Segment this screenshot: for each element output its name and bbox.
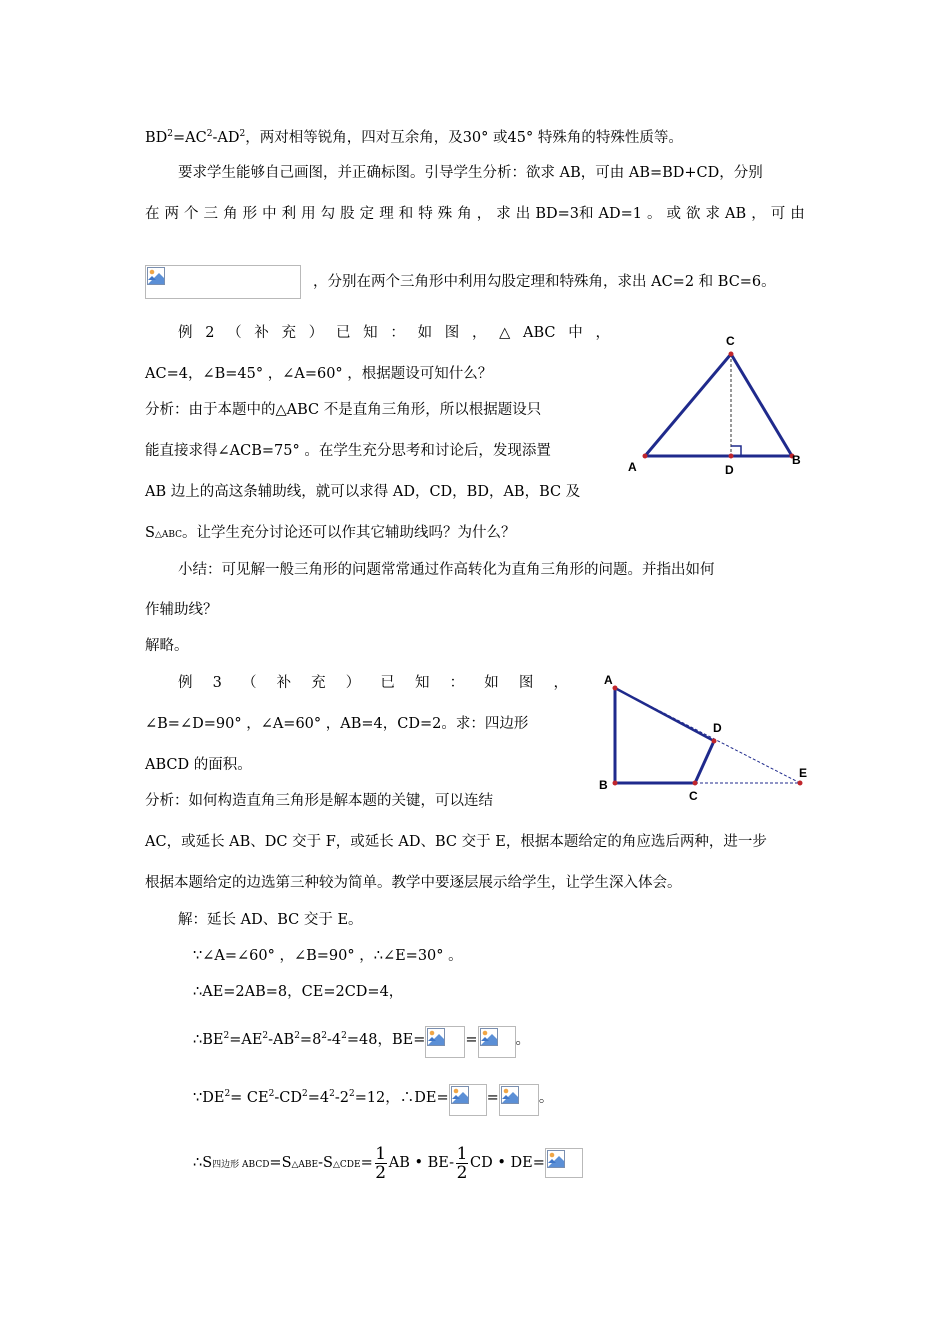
text-token: ） <box>345 675 361 691</box>
label-b: B <box>792 453 801 467</box>
text-run: -S <box>318 1155 333 1171</box>
extension-ae <box>615 688 800 783</box>
superscript: 2 <box>321 1031 328 1042</box>
text-token: 出 <box>515 206 531 222</box>
broken-image-placeholder <box>499 1084 539 1116</box>
text-run: S <box>145 525 155 541</box>
text-token: 求 <box>496 206 511 222</box>
text-line: 要求学生能够自己画图，并正确标图。引导学生分析：欲求 AB，可由 AB=BD+CD，分别 <box>178 165 763 181</box>
text-token: AB <box>725 206 747 222</box>
text-run: =48，BE= <box>346 1032 426 1048</box>
text-line: 根据本题给定的边选第三种较为简单。教学中要逐层展示给学生，让学生深入体会。 <box>145 875 682 891</box>
point-c <box>729 352 734 357</box>
label-b: B <box>599 778 608 792</box>
point-a <box>613 686 618 691</box>
superscript: 2 <box>206 129 213 140</box>
label-c: C <box>689 789 698 803</box>
quadrilateral-abcd-figure <box>595 670 815 805</box>
text-line: AB 边上的高这条辅助线，就可以求得 AD，CD，BD，AB，BC 及 <box>145 484 581 500</box>
point-d <box>712 739 717 744</box>
text-token: 中 <box>262 206 277 222</box>
text-run: ，分别在两个三角形中利用勾股定理和特殊角，求出 AC=2 和 BC=6。 <box>313 274 776 290</box>
text-token: 两 <box>164 206 180 222</box>
label-e: E <box>799 766 808 780</box>
superscript: 2 <box>167 129 174 140</box>
text-token: ， <box>553 675 568 691</box>
point-d <box>729 454 734 459</box>
text-line: ∴AE=2AB=8，CE=2CD=4， <box>193 984 404 1000</box>
superscript: 2 <box>301 1089 308 1100</box>
text-run: ∴BE <box>193 1032 224 1048</box>
text-line: 解略。 <box>145 638 189 654</box>
denominator: 2 <box>456 1162 468 1183</box>
text-run: 。让学生充分讨论还可以作其它辅助线吗？为什么？ <box>182 525 516 541</box>
superscript: 2 <box>348 1089 355 1100</box>
text-token: 可 <box>770 206 786 222</box>
numerator: 1 <box>375 1143 387 1164</box>
text-token: 已 <box>335 325 351 341</box>
text-token: 或 <box>666 206 681 222</box>
text-token: 股 <box>340 206 355 222</box>
text-token: 理 <box>379 206 394 222</box>
text-token: 殊 <box>437 206 453 222</box>
text-line <box>193 1138 583 1188</box>
superscript: 2 <box>268 1089 275 1100</box>
text-run: AB • BE- <box>388 1155 455 1171</box>
text-token: 充 <box>281 325 297 341</box>
text-token: 勾 <box>320 206 336 222</box>
text-token: 个 <box>184 206 199 222</box>
text-token: 角 <box>223 206 238 222</box>
broken-image-icon <box>147 267 165 285</box>
text-line <box>145 523 516 543</box>
text-token: 例 <box>178 325 193 341</box>
subscript: 四边形 ABCD <box>212 1160 270 1170</box>
text-token: 定 <box>359 206 375 222</box>
superscript: 2 <box>294 1031 300 1042</box>
side-cd <box>695 741 714 783</box>
subscript: △CDE <box>332 1160 361 1170</box>
triangle-abc-figure <box>620 328 810 480</box>
broken-image-icon <box>547 1150 565 1168</box>
broken-image-placeholder <box>145 265 301 299</box>
label-d: D <box>725 463 734 477</box>
example-2-heading <box>178 323 610 343</box>
text-run: =8 <box>299 1032 322 1048</box>
text-line: ∠B=∠D=90° ，∠A=60° ，AB=4，CD=2。求：四边形 <box>145 716 529 732</box>
broken-image-placeholder <box>449 1084 487 1116</box>
text-line: ABCD 的面积。 <box>145 757 252 773</box>
text-token: 补 <box>276 675 292 691</box>
text-run: =AC <box>173 130 207 146</box>
label-d: D <box>713 721 722 735</box>
subscript: △ABE <box>291 1160 319 1170</box>
text-token: 三 <box>203 206 219 222</box>
point-c <box>693 781 698 786</box>
text-line <box>145 265 776 299</box>
superscript: 2 <box>329 1089 335 1100</box>
text-token: 。 <box>646 206 662 222</box>
text-token: 中 <box>568 325 583 341</box>
superscript: 2 <box>224 1089 231 1100</box>
text-run: = <box>360 1155 373 1171</box>
label-c: C <box>726 334 735 348</box>
text-token: 由 <box>790 206 805 222</box>
denominator: 2 <box>375 1162 387 1183</box>
broken-image-placeholder <box>425 1026 465 1058</box>
text-run: 。 <box>515 1032 531 1048</box>
text-token: 欲 <box>686 206 701 222</box>
broken-image-icon <box>427 1028 445 1046</box>
text-run: ∴S <box>193 1155 213 1171</box>
text-token: 知 <box>363 325 378 341</box>
text-token: 在 <box>145 206 160 222</box>
text-token: ， <box>595 325 610 341</box>
text-token: ， <box>476 206 492 222</box>
text-line: AC=4，∠B=45° ，∠A=60° ，根据题设可知什么？ <box>145 366 493 382</box>
broken-image-placeholder <box>545 1148 583 1178</box>
text-run: -4 <box>327 1032 342 1048</box>
text-run: =S <box>269 1155 292 1171</box>
text-token: ： <box>390 325 405 341</box>
text-line: 解：延长 AD、BC 交于 E。 <box>178 912 363 928</box>
text-token: ， <box>751 206 766 222</box>
text-run: -2 <box>334 1090 349 1106</box>
text-run: ∵DE <box>193 1090 225 1106</box>
example-3-heading <box>178 673 568 693</box>
text-line: 分析：由于本题中的△ABC 不是直角三角形，所以根据题设只 <box>145 402 542 418</box>
text-run: BD <box>145 130 168 146</box>
text-token: 求 <box>705 206 721 222</box>
numerator: 1 <box>456 1143 468 1164</box>
text-line <box>193 1080 553 1114</box>
text-line-justified <box>145 204 805 224</box>
text-token: BD=3和 <box>535 206 594 222</box>
superscript: 2 <box>262 1031 269 1042</box>
subscript: △ABC <box>154 530 183 540</box>
superscript: 2 <box>239 129 246 140</box>
text-run: -AD <box>212 130 240 146</box>
side-ac <box>645 354 731 456</box>
text-run: = CE <box>230 1090 269 1106</box>
text-line: 能直接求得∠ACB=75° 。在学生充分思考和讨论后，发现添置 <box>145 443 551 459</box>
fraction-one-half <box>456 1145 468 1182</box>
text-token: 充 <box>311 675 326 691</box>
text-token: （ <box>241 675 257 691</box>
text-line: 作辅助线？ <box>145 602 218 618</box>
text-line: AC，或延长 AB、DC 交于 F，或延长 AD、BC 交于 E，根据本题给定的角应选后两种，进一步 <box>145 834 767 850</box>
text-token: 如 <box>417 325 433 341</box>
text-run: ，两对相等锐角，四对互余角，及30° 或45° 特殊角的特殊性质等。 <box>245 130 683 146</box>
text-token: 图 <box>444 325 460 341</box>
text-token: 3 <box>212 675 222 691</box>
text-line <box>193 1022 530 1056</box>
text-run: 。 <box>538 1090 554 1106</box>
text-run: =4 <box>307 1090 330 1106</box>
text-line: 小结：可见解一般三角形的问题常常通过作高转化为直角三角形的问题。并指出如何 <box>178 562 715 578</box>
broken-image-icon <box>480 1028 498 1046</box>
text-token: 形 <box>242 206 258 222</box>
text-run: =12，∴DE= <box>354 1090 449 1106</box>
label-a: A <box>628 460 637 474</box>
text-run: =AE <box>229 1032 263 1048</box>
superscript: 2 <box>341 1031 347 1042</box>
text-token: 例 <box>178 675 193 691</box>
text-token: 补 <box>254 325 269 341</box>
text-token: AD=1 <box>598 206 642 222</box>
point-b <box>613 781 618 786</box>
text-token: ， <box>471 325 487 341</box>
text-token: （ <box>227 325 242 341</box>
broken-image-placeholder <box>478 1026 516 1058</box>
text-token: 已 <box>380 675 395 691</box>
text-token: 角 <box>457 206 472 222</box>
text-run: CD • DE= <box>470 1155 545 1171</box>
text-token: 用 <box>301 206 316 222</box>
text-token: 特 <box>418 206 433 222</box>
text-line: ∵∠A=∠60° ，∠B=90° ，∴∠E=30° 。 <box>193 948 463 964</box>
text-token: 2 <box>205 325 215 341</box>
text-run: = <box>465 1032 478 1048</box>
text-token: ： <box>449 675 465 691</box>
text-run: = <box>486 1090 499 1106</box>
label-a: A <box>604 673 613 687</box>
text-token: 知 <box>415 675 430 691</box>
fraction-one-half <box>375 1145 387 1182</box>
side-bc <box>731 354 792 456</box>
text-run: -AB <box>268 1032 295 1048</box>
broken-image-icon <box>501 1086 519 1104</box>
text-token: 如 <box>484 675 499 691</box>
broken-image-icon <box>451 1086 469 1104</box>
text-token: 利 <box>281 206 297 222</box>
text-line <box>145 128 683 148</box>
text-token: ABC <box>523 325 556 341</box>
point-a <box>643 454 648 459</box>
text-token: △ <box>499 325 511 341</box>
text-token: 图 <box>518 675 534 691</box>
text-token: ） <box>308 325 324 341</box>
superscript: 2 <box>223 1031 230 1042</box>
text-line: 分析：如何构造直角三角形是解本题的关键，可以连结 <box>145 793 493 809</box>
text-token: 和 <box>398 206 414 222</box>
point-e <box>798 781 803 786</box>
text-run: -CD <box>274 1090 302 1106</box>
